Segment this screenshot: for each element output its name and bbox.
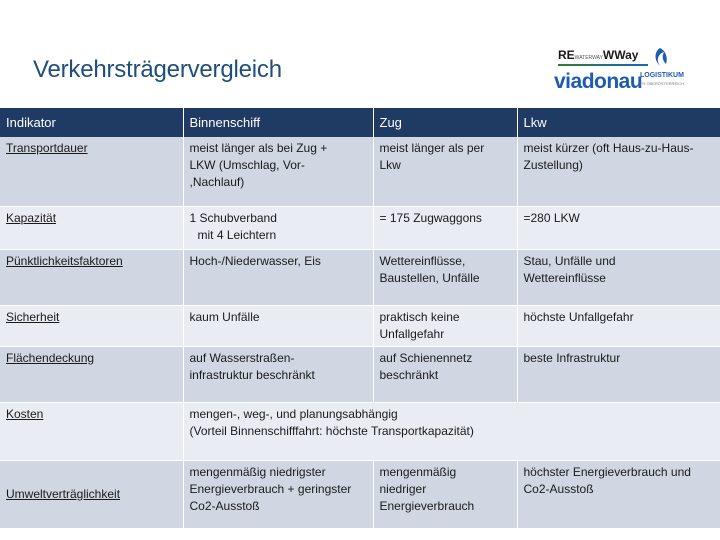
cell-binnenschiff: 1 Schubverband mit 4 Leichtern <box>183 206 373 249</box>
cell-zug: = 175 Zugwaggons <box>373 206 517 249</box>
cell-lkw: beste Infrastruktur <box>517 346 720 402</box>
table-row <box>0 137 720 206</box>
viadonau-logo: viadonau <box>554 70 643 93</box>
cell-zug: praktisch keine Unfallgefahr <box>373 305 517 346</box>
cell-lkw: meist kürzer (oft Haus-zu-Haus- Zustellung) <box>517 137 720 206</box>
header-indikator: Indikator <box>0 108 183 137</box>
partner-logos <box>552 46 712 96</box>
table-row <box>0 460 720 528</box>
row-label: Umweltverträglichkeit <box>0 460 183 528</box>
header-lkw: Lkw <box>517 108 720 137</box>
swirl-icon <box>650 46 670 70</box>
logistikum-logo: LOGISTIKUM <box>640 72 684 79</box>
row-label: Kapazität <box>0 206 183 249</box>
row-label: Pünktlichkeitsfaktoren <box>0 249 183 305</box>
cell-zug: auf Schienennetz beschränkt <box>373 346 517 402</box>
row-label: Kosten <box>0 402 183 460</box>
cell-lkw: höchste Unfallgefahr <box>517 305 720 346</box>
comparison-table <box>0 108 720 529</box>
cell-lkw: höchster Energieverbrauch und Co2-Ausstoß <box>517 460 720 528</box>
cell-binnenschiff: mengenmäßig niedrigster Energieverbrauch + geringster Co2-Ausstoß <box>183 460 373 528</box>
cell-zug: Wettereinflüsse, Baustellen, Unfälle <box>373 249 517 305</box>
cell-binnenschiff: Hoch-/Niederwasser, Eis <box>183 249 373 305</box>
table-row <box>0 346 720 402</box>
row-label: Sicherheit <box>0 305 183 346</box>
row-label: Transportdauer <box>0 137 183 206</box>
reway-logo: REWATERWAYWWay <box>558 48 639 62</box>
cell-zug: mengenmäßig niedriger Energieverbrauch <box>373 460 517 528</box>
cell-binnenschiff: auf Wasserstraßen- infrastruktur beschränkt <box>183 346 373 402</box>
cell-binnenschiff: kaum Unfälle <box>183 305 373 346</box>
cell-lkw: Stau, Unfälle und Wettereinflüsse <box>517 249 720 305</box>
cell-merged: mengen-, weg-, und planungsabhängig (Vorteil Binnenschifffahrt: höchste Transportkapazität) <box>183 402 720 460</box>
cell-zug: meist länger als per Lkw <box>373 137 517 206</box>
reway-logo-strip <box>558 64 648 66</box>
table-row <box>0 206 720 249</box>
cell-lkw: =280 LKW <box>517 206 720 249</box>
header-binnenschiff: Binnenschiff <box>183 108 373 137</box>
table-header-row <box>0 108 720 137</box>
page-title: Verkehrsträgervergleich <box>33 56 282 83</box>
table-row <box>0 249 720 305</box>
table-row <box>0 305 720 346</box>
table-row <box>0 402 720 460</box>
logistikum-subtitle: FH OBERÖSTERREICH <box>640 81 685 86</box>
row-label: Flächendeckung <box>0 346 183 402</box>
cell-binnenschiff: meist länger als bei Zug + LKW (Umschlag, Vor- ,Nachlauf) <box>183 137 373 206</box>
header-zug: Zug <box>373 108 517 137</box>
